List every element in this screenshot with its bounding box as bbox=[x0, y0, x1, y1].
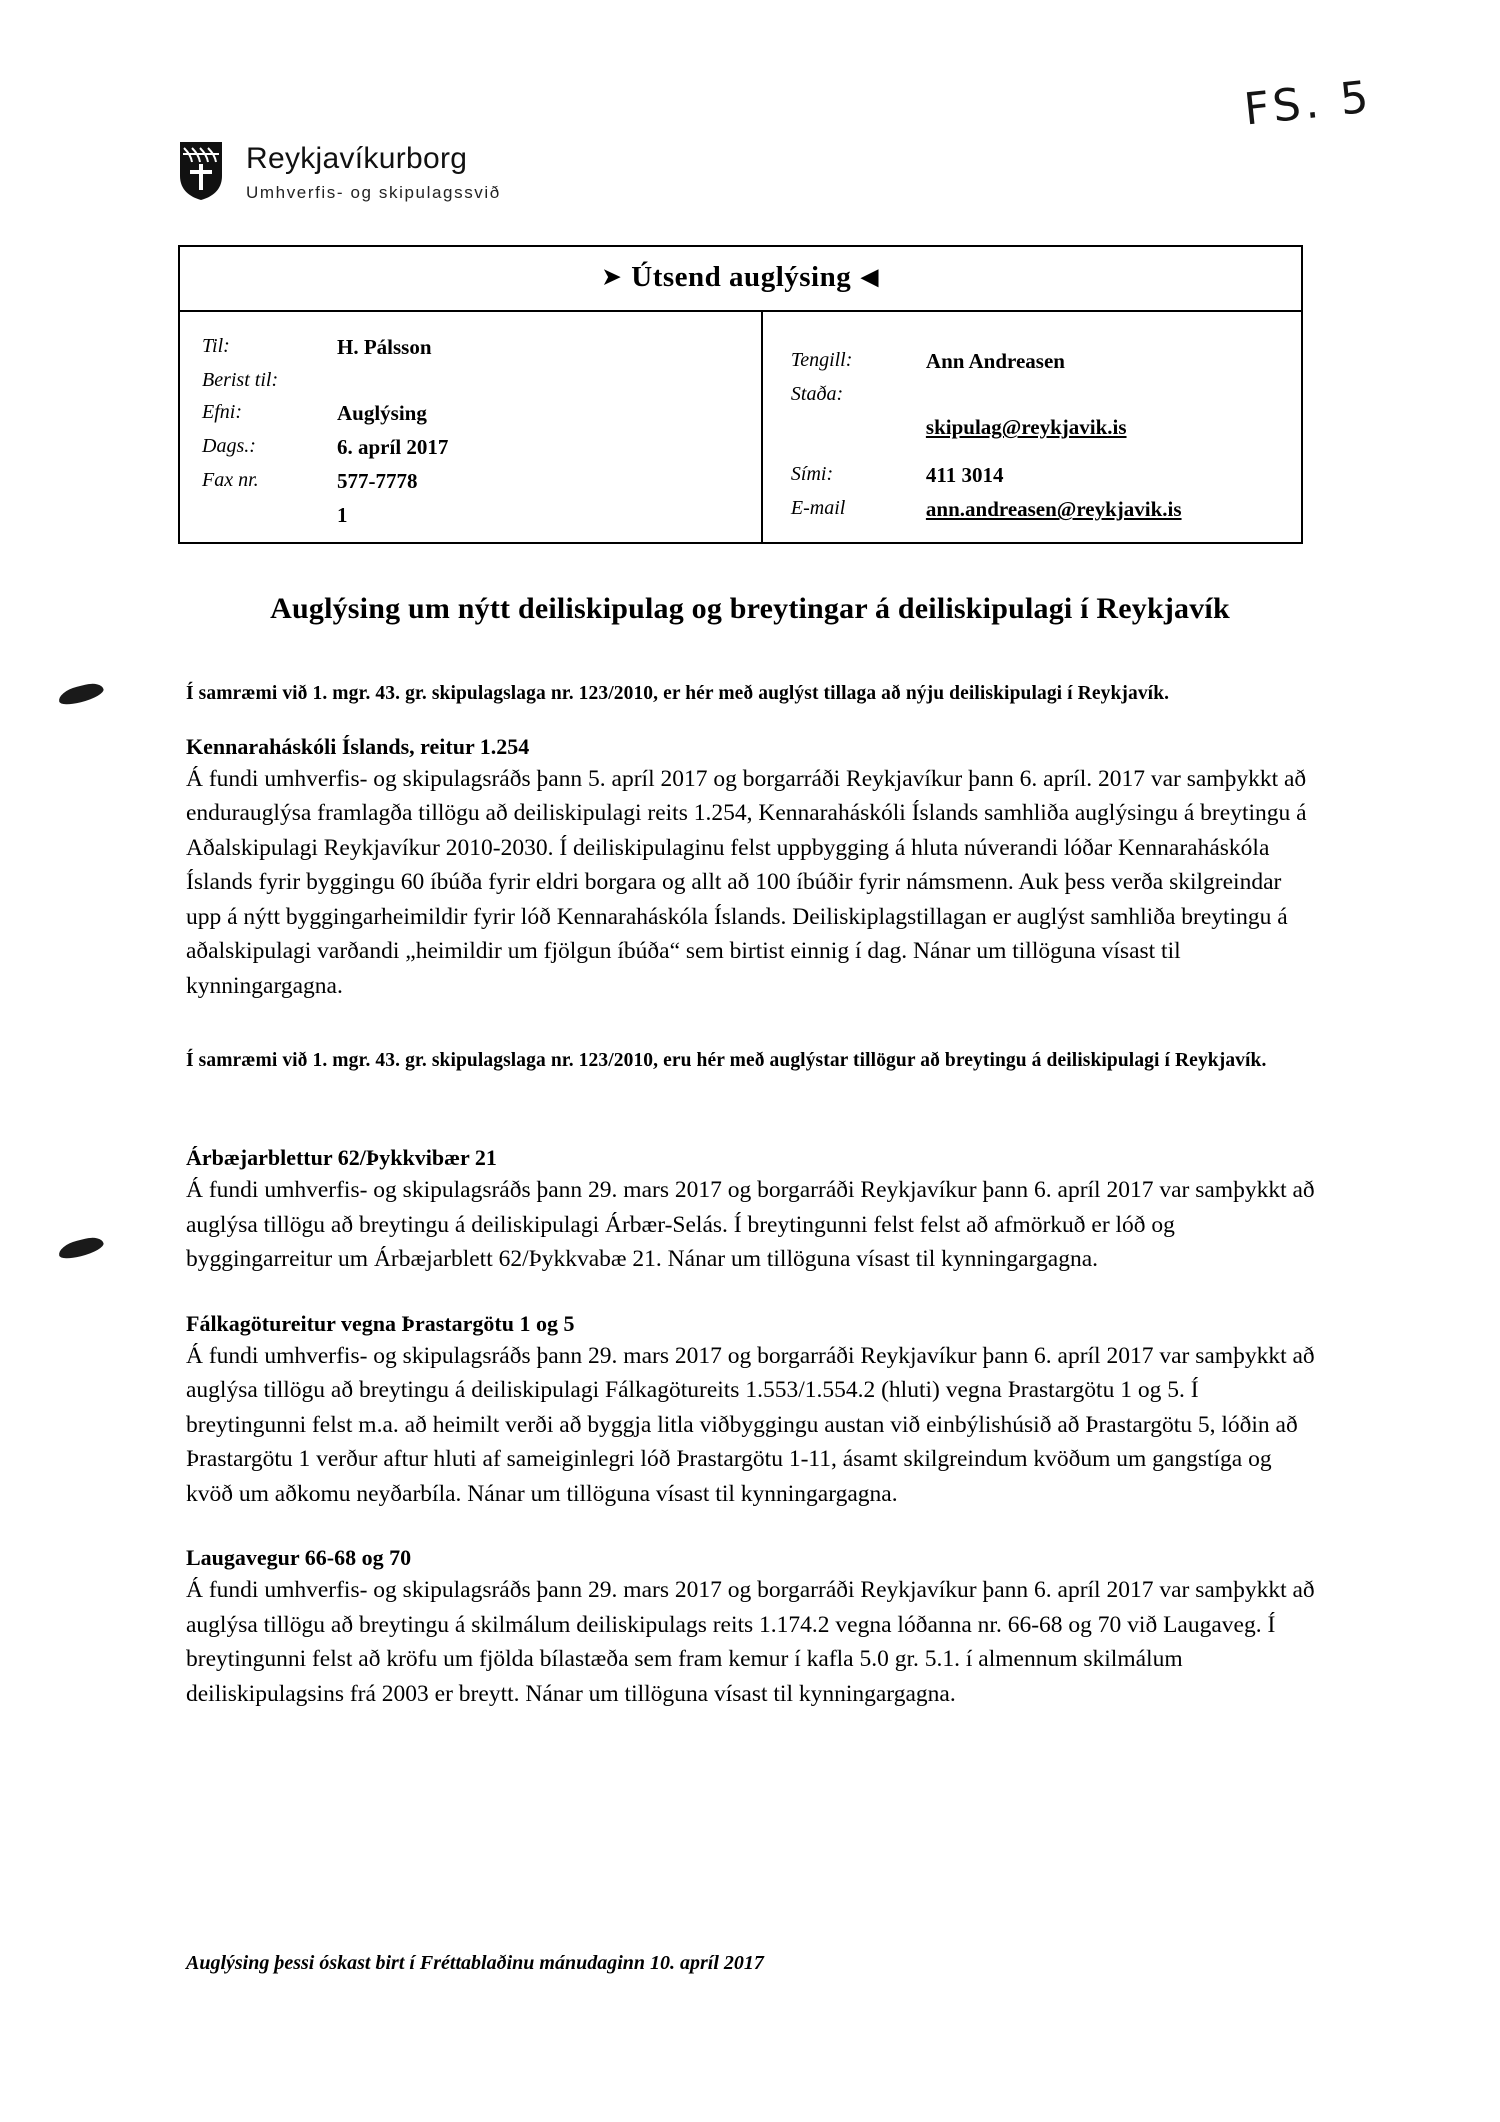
organization-department: Umhverfis- og skipulagssvið bbox=[246, 183, 501, 202]
contact-email-link[interactable]: ann.andreasen@reykjavik.is bbox=[925, 497, 1182, 522]
footer-note: Auglýsing þessi óskast birt í Fréttablaðinu mánudaginn 10. apríl 2017 bbox=[186, 1952, 764, 1974]
section-heading-arbaejarblettur: Árbæjarblettur 62/Þykkvibær 21 bbox=[186, 1145, 497, 1171]
field-value: Auglýsing bbox=[337, 401, 427, 426]
field-efni bbox=[202, 396, 761, 430]
field-value: H. Pálsson bbox=[337, 335, 432, 359]
intro-paragraph-2: Í samræmi við 1. mgr. 43. gr. skipulagslaga nr. 123/2010, eru hér með auglýstar tillögur að breytingu á deiliskipulagi í Reykjavík. bbox=[186, 1050, 1267, 1072]
page-title: Auglýsing um nýtt deiliskipulag og breytingar á deiliskipulagi í Reykjavík bbox=[270, 592, 1230, 625]
form-box bbox=[178, 245, 1303, 544]
arrow-left-icon: ◀ bbox=[861, 264, 879, 289]
field-label bbox=[791, 410, 926, 444]
field-dags bbox=[202, 430, 761, 464]
organization-name: Reykjavíkurborg bbox=[246, 142, 468, 175]
field-value: 6. apríl 2017 bbox=[337, 435, 449, 460]
field-label: Dags.: bbox=[202, 435, 256, 458]
field-label: Til: bbox=[202, 335, 230, 357]
department-email-link[interactable]: skipulag@reykjavik.is bbox=[925, 415, 1127, 440]
section-body-falkagotureitur: Á fundi umhverfis- og skipulagsráðs þann 29. mars 2017 og borgarráði Reykjavíkur þann 6. apríl 2017 var samþykkt að auglýsa tillögu að breytingu á deiliskipulagi Fálkagötureits 1.553/1.554.2 (hluti) vegna Þrastargötu 1 og 5. Í breytingunni felst m.a. að heimilt verði að byggja litla viðbyggingu austan við einbýlishúsið að Þrastargötu 5, lóðin að Þrastargötu 1 verður aftur hluti af sameiginlegri lóð Þrastargötu 1-11, ásamt skilgreindum kvöðum um gangstíga og kvöð um aðkomu neyðarbíla. Nánar um tillöguna vísast til kynningargagna. bbox=[186, 1342, 1315, 1507]
field-value: 411 3014 bbox=[925, 463, 1004, 488]
form-title: Útsend auglýsing bbox=[631, 261, 852, 293]
document-body bbox=[186, 680, 1316, 1711]
field-email bbox=[791, 492, 1301, 526]
field-label: Berist til: bbox=[202, 369, 279, 392]
form-right-column bbox=[763, 312, 1301, 542]
field-value: 577-7778 bbox=[337, 469, 418, 494]
section-body-laugavegur: Á fundi umhverfis- og skipulagsráðs þann 29. mars 2017 og borgarráði Reykjavíkur þann 6. apríl 2017 var samþykkt að auglýsa tillögu að breytingu á skilmálum deiliskipulags reits 1.174.2 vegna lóðanna nr. 66-68 og 70 við Laugaveg. Í breytingunni felst að kröfu um fjölda bílastæða sem fram kemur í kafla 5.0 gr. 5.1. í almennum skilmálum deiliskipulagsins frá 2003 er breytt. Nánar um tillöguna vísast til kynningargagna. bbox=[186, 1577, 1315, 1707]
letterhead bbox=[178, 140, 501, 203]
field-stada bbox=[791, 378, 1301, 410]
field-tengill bbox=[791, 344, 1301, 378]
form-title-row bbox=[180, 247, 1301, 312]
form-left-column bbox=[180, 312, 763, 542]
scan-ink-mark bbox=[57, 681, 106, 708]
field-til bbox=[202, 330, 761, 364]
field-label: Tengill: bbox=[790, 349, 853, 371]
field-berist-til bbox=[202, 364, 761, 396]
intro-paragraph-1: Í samræmi við 1. mgr. 43. gr. skipulagslaga nr. 123/2010, er hér með auglýst tillaga að nýju deiliskipulagi í Reykjavík. bbox=[186, 683, 1170, 704]
field-department-email bbox=[791, 410, 1301, 444]
section-body-arbaejarblettur: Á fundi umhverfis- og skipulagsráðs þann 29. mars 2017 og borgarráði Reykjavíkur þann 6. apríl 2017 var samþykkt að auglýsa tillögu að breytingu á deiliskipulagi Árbær-Selás. Í breytingunni felst felst að afmörkuð er lóð og byggingarreitur um Árbæjarblett 62/Þykkvabæ 21. Nánar um tillöguna vísast til kynningargagna. bbox=[186, 1177, 1315, 1273]
field-label: Efni: bbox=[202, 401, 242, 424]
field-fax-nr bbox=[202, 464, 761, 498]
field-label: E-mail bbox=[790, 497, 846, 520]
section-heading-kennarahaskoli: Kennaraháskóli Íslands, reitur 1.254 bbox=[186, 733, 530, 759]
section-body-kennarahaskoli: Á fundi umhverfis- og skipulagsráðs þann 5. apríl 2017 og borgarráði Reykjavíkur þann 6. apríl. 2017 var samþykkt að endurauglýsa framlagða tillögu að deiliskipulagi reits 1.254, Kennaraháskóli Íslands samhliða auglýsingu á breytingu á Aðalskipulagi Reykjavíkur 2010-2030. Í deiliskipulaginu felst uppbygging á hluta núverandi lóðar Kennaraháskóla Íslands fyrir byggingu 60 íbúða fyrir eldri borgara og allt að 100 íbúðir fyrir námsmenn. Auk þess verða skilgreindar upp á nýtt byggingarheimildir fyrir lóð Kennaraháskóla Íslands. Deiliskiplagstillagan er auglýst samhliða breytingu á aðalskipulagi varðandi „heimildir um fjölgun íbúða“ sem birtist einnig í dag. Nánar um tillöguna vísast til kynningargagna. bbox=[186, 765, 1307, 999]
field-value: Ann Andreasen bbox=[925, 349, 1065, 373]
field-label bbox=[202, 498, 337, 532]
handwritten-annotation: FS. 5 bbox=[1241, 71, 1375, 136]
field-simi bbox=[791, 458, 1301, 492]
field-value: 1 bbox=[337, 503, 348, 528]
section-heading-laugavegur: Laugavegur 66-68 og 70 bbox=[186, 1545, 412, 1571]
field-label: Fax nr. bbox=[202, 469, 259, 492]
reykjavik-coat-of-arms-icon bbox=[178, 140, 224, 202]
field-label: Staða: bbox=[790, 383, 844, 406]
scan-ink-mark bbox=[57, 1235, 106, 1262]
section-heading-falkagotureitur: Fálkagötureitur vegna Þrastargötu 1 og 5 bbox=[186, 1310, 575, 1336]
field-label: Sími: bbox=[790, 463, 834, 486]
arrow-right-icon: ➤ bbox=[602, 264, 622, 289]
field-page-count bbox=[202, 498, 761, 532]
